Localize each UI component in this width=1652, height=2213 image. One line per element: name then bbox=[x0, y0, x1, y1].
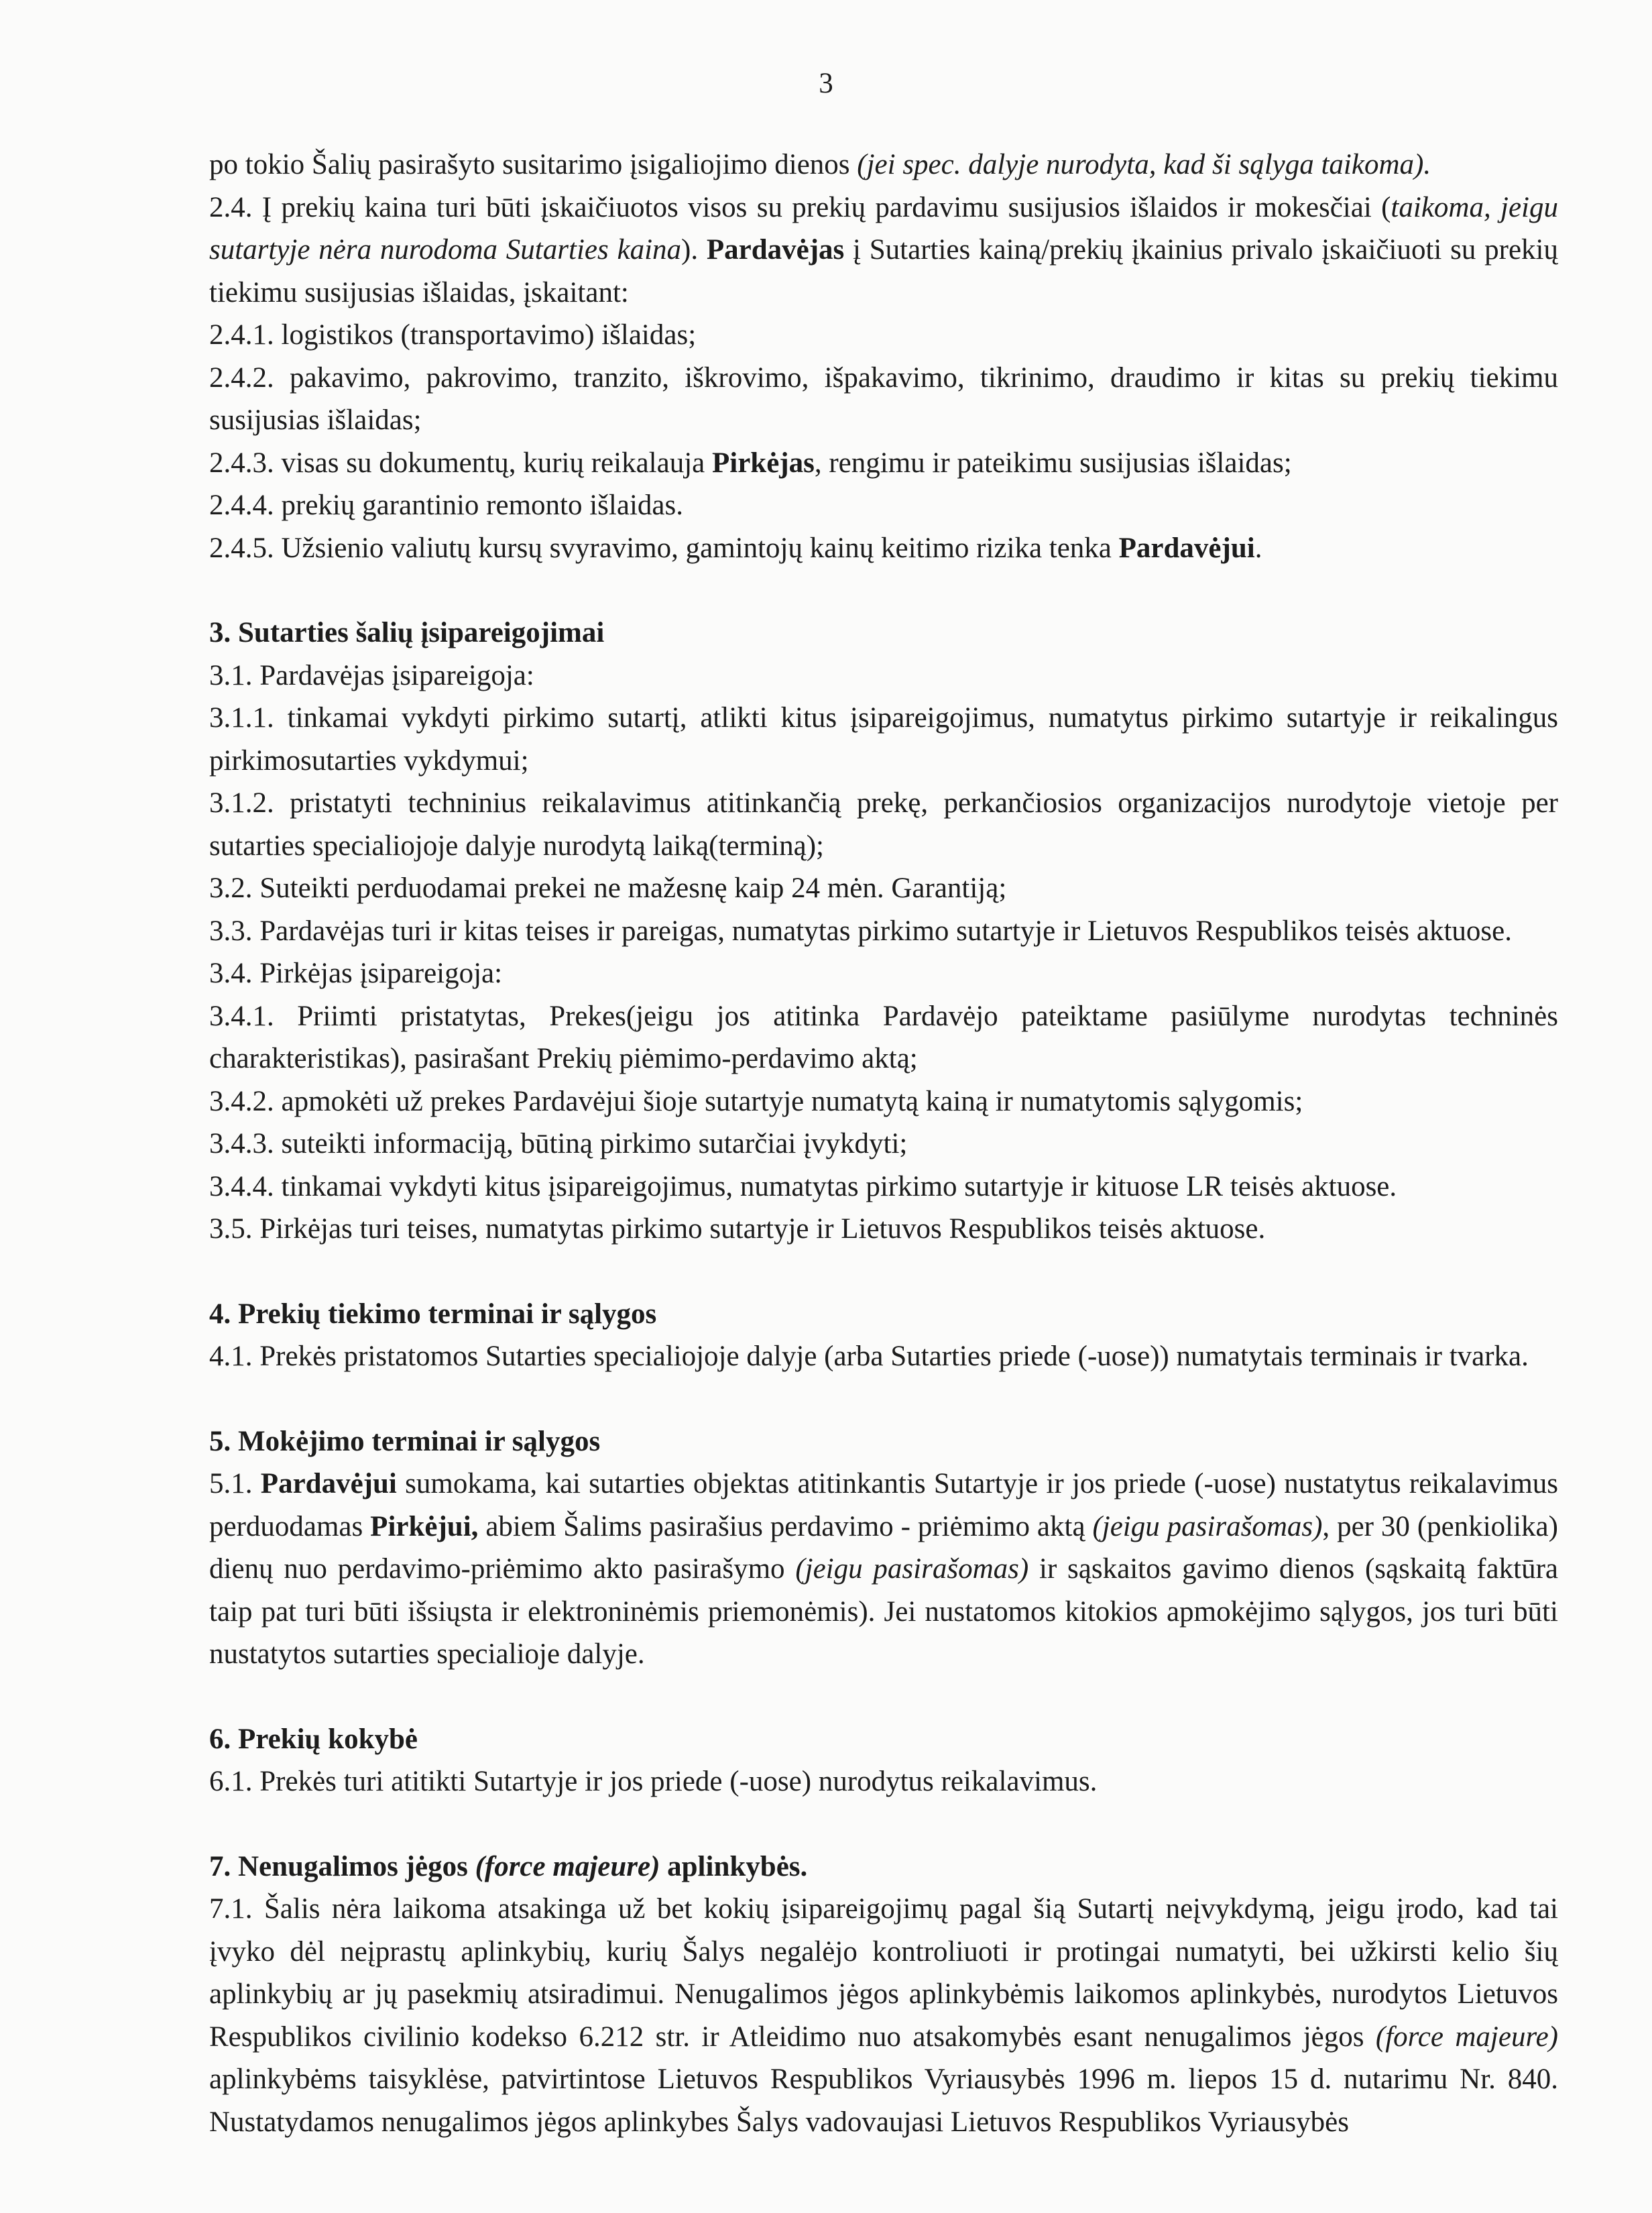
clause-text: 2.4. Į prekių kaina turi būti įskaičiuotos visos su prekių pardavimu susijusios išlaidos ir mokesčiai ( bbox=[209, 191, 1391, 223]
section-spacer bbox=[209, 1676, 1558, 1718]
clause-text: , per 30 (penkiolika) dienų nuo perdavimo-priėmimo akto pasirašymo bbox=[209, 1510, 1558, 1585]
clause-4-1: 4.1. Prekės pristatomos Sutarties specialiojoje dalyje (arba Sutarties priede (-uose)) numatytais terminais ir tvarka. bbox=[209, 1341, 1529, 1372]
section-spacer bbox=[209, 1378, 1558, 1420]
clause-text: į Sutarties kainą/prekių įkainius privalo įskaičiuoti su prekių tiekimu susijusias išlaidas, įskaitant: bbox=[209, 234, 1558, 308]
italic-note: (jei spec. dalyje nurodyta, kad ši sąlyga taikoma). bbox=[857, 149, 1431, 180]
section-7-heading bbox=[209, 1846, 1558, 1888]
clause-2-4-4: 2.4.4. prekių garantinio remonto išlaidas. bbox=[209, 490, 683, 521]
section-spacer bbox=[209, 1251, 1558, 1293]
italic-note: (jeigu pasirašomas) bbox=[795, 1553, 1029, 1585]
bold-term: Pirkėjui, bbox=[370, 1510, 479, 1542]
clause-3-5: 3.5. Pirkėjas turi teises, numatytas pirkimo sutartyje ir Lietuvos Respublikos teisės aktuose. bbox=[209, 1213, 1266, 1245]
clause-2-4-2: 2.4.2. pakavimo, pakrovimo, tranzito, iškrovimo, išpakavimo, tikrinimo, draudimo ir kitas su prekių tiekimu susijusias išlaidas; bbox=[209, 361, 1558, 436]
clause-text: sumokama, kai sutarties objektas atitinkantis Sutartyje ir jos priede (-uose) nustatytus reikalavimus perduodamas bbox=[209, 1468, 1558, 1542]
clause-text: , rengimu ir pateikimu susijusias išlaidas; bbox=[814, 447, 1292, 479]
paragraph-continuation bbox=[209, 144, 1558, 186]
clause-text: abiem Šalims pasirašius perdavimo - priėmimo aktą bbox=[478, 1510, 1093, 1542]
italic-term: (force majeure) bbox=[1375, 2021, 1558, 2053]
bold-term: Pardavėjui bbox=[1118, 532, 1255, 564]
section-5-heading: 5. Mokėjimo terminai ir sąlygos bbox=[209, 1425, 601, 1457]
clause-2-4-3 bbox=[209, 442, 1558, 485]
italic-note: taikoma, jeigu sutartyje nėra nurodoma Sutarties kaina bbox=[209, 191, 1558, 266]
clause-7-1 bbox=[209, 1888, 1558, 2143]
heading-text: aplinkybės. bbox=[660, 1850, 808, 1882]
clause-3-4-2: 3.4.2. apmokėti už prekes Pardavėjui šioje sutartyje numatytą kainą ir numatytomis sąlygomis; bbox=[209, 1085, 1303, 1117]
clause-text: ir sąskaitos gavimo dienos (sąskaitą faktūra taip pat turi būti išsiųsta ir elektroninėmis priemonėmis). Jei nustatomos kitokios apmokėjimo sąlygos, jos turi būti nustatytos sutarties specialioje dalyje. bbox=[209, 1553, 1558, 1670]
section-3-heading: 3. Sutarties šalių įsipareigojimai bbox=[209, 617, 605, 648]
bold-term: Pardavėjui bbox=[260, 1468, 397, 1499]
paragraph-text: po tokio Šalių pasirašyto susitarimo įsigaliojimo dienos bbox=[209, 149, 858, 180]
clause-text: 7.1. Šalis nėra laikoma atsakinga už bet kokių įsipareigojimų pagal šią Sutartį neįvykdymą, jeigu įrodo, kad tai įvyko dėl neįprastų aplinkybių, kurių Šalys negalėjo kontroliuoti ir protingai numatyti, bei užkirsti kelio šių aplinkybių ar jų pasekmių atsiradimui. Nenugalimos jėgos aplinkybėmis laikomos aplinkybės, nurodytos Lietuvos Respublikos civilinio kodekso 6.212 str. ir Atleidimo nuo atsakomybės esant nenugalimos jėgos bbox=[209, 1893, 1558, 2053]
clause-2-4-5 bbox=[209, 527, 1558, 570]
clause-3-1: 3.1. Pardavėjas įsipareigoja: bbox=[209, 659, 534, 691]
heading-text: 7. Nenugalimos jėgos bbox=[209, 1850, 475, 1882]
section-spacer bbox=[209, 1803, 1558, 1846]
clause-3-4-1: 3.4.1. Priimti pristatytas, Prekes(jeigu jos atitinka Pardavėjo pateiktame pasiūlyme nurodytas techninės charakteristikas), pasirašant Prekių piėmimo-perdavimo aktą; bbox=[209, 1000, 1558, 1074]
clause-3-2: 3.2. Suteikti perduodamai prekei ne mažesnę kaip 24 mėn. Garantiją; bbox=[209, 872, 1007, 904]
document-body bbox=[209, 144, 1558, 2143]
clause-3-1-1: 3.1.1. tinkamai vykdyti pirkimo sutartį, atlikti kitus įsipareigojimus, numatytus pirkimo sutartyje ir reikalingus pirkimosutarties vykdymui; bbox=[209, 702, 1558, 777]
bold-term: Pirkėjas bbox=[711, 447, 815, 479]
clause-text: 2.4.5. Užsienio valiutų kursų svyravimo, gamintojų kainų keitimo rizika tenka bbox=[209, 532, 1119, 564]
clause-5-1 bbox=[209, 1463, 1558, 1676]
clause-2-4-1: 2.4.1. logistikos (transportavimo) išlaidas; bbox=[209, 319, 697, 351]
clause-text: . bbox=[1254, 532, 1262, 564]
clause-text: ). bbox=[681, 234, 707, 266]
italic-term: (force majeure) bbox=[475, 1850, 660, 1882]
clause-text: 2.4.3. visas su dokumentų, kurių reikalauja bbox=[209, 447, 712, 479]
clause-2-4 bbox=[209, 186, 1558, 315]
clause-3-4-3: 3.4.3. suteikti informaciją, būtiną pirkimo sutarčiai įvykdyti; bbox=[209, 1128, 908, 1159]
clause-3-3: 3.3. Pardavėjas turi ir kitas teises ir pareigas, numatytas pirkimo sutartyje ir Lietuvos Respublikos teisės aktuose. bbox=[209, 915, 1512, 947]
clause-text: 5.1. bbox=[209, 1468, 261, 1499]
section-spacer bbox=[209, 569, 1558, 612]
page-number: 3 bbox=[819, 68, 833, 99]
clause-3-4: 3.4. Pirkėjas įsipareigoja: bbox=[209, 958, 503, 989]
bold-term: Pardavėjas bbox=[706, 234, 845, 266]
section-6-heading: 6. Prekių kokybė bbox=[209, 1723, 418, 1755]
clause-text: aplinkybėms taisyklėse, patvirtintose Lietuvos Respublikos Vyriausybės 1996 m. liepos 15 d. nutarimu Nr. 840. Nustatydamos nenugalimos jėgos aplinkybes Šalys vadovaujasi Lietuvos Respublikos Vyriausybės bbox=[209, 2063, 1558, 2138]
clause-6-1: 6.1. Prekės turi atitikti Sutartyje ir jos priede (-uose) nurodytus reikalavimus. bbox=[209, 1766, 1098, 1797]
clause-3-4-4: 3.4.4. tinkamai vykdyti kitus įsipareigojimus, numatytas pirkimo sutartyje ir kituose LR teisės aktuose. bbox=[209, 1170, 1397, 1202]
clause-3-1-2: 3.1.2. pristatyti techninius reikalavimus atitinkančią prekę, perkančiosios organizacijos nurodytoje vietoje per sutarties specialiojoje dalyje nurodytą laiką(terminą); bbox=[209, 787, 1558, 862]
italic-note: (jeigu pasirašomas) bbox=[1092, 1510, 1323, 1542]
section-4-heading: 4. Prekių tiekimo terminai ir sąlygos bbox=[209, 1298, 657, 1330]
